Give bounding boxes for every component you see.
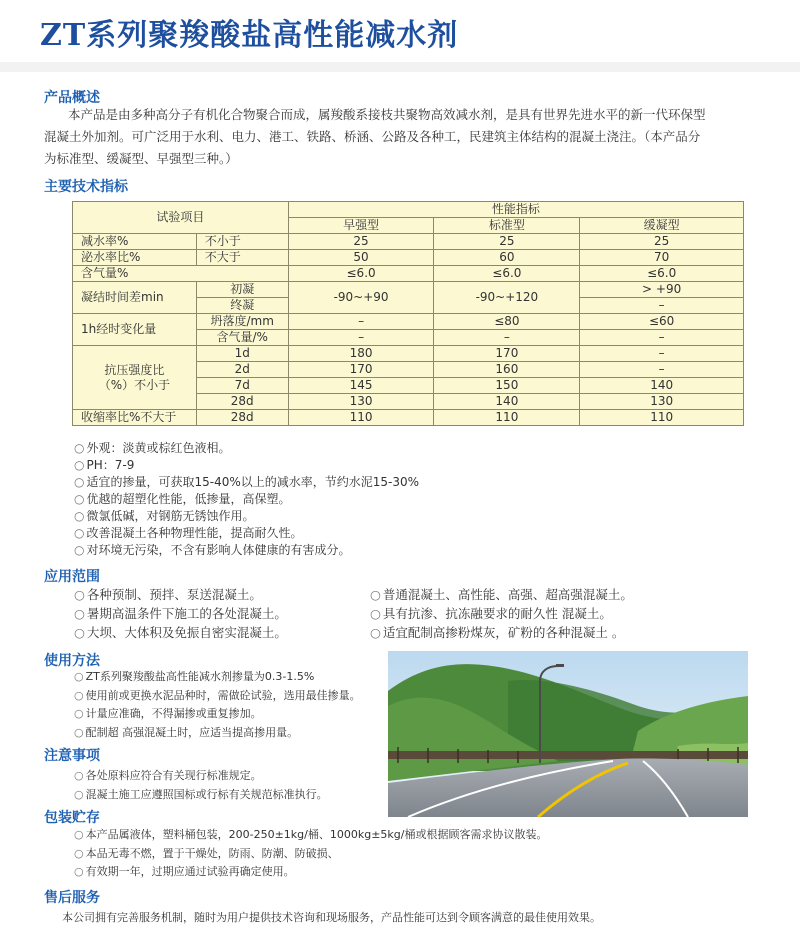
table-cell: > +90: [580, 282, 744, 298]
page-title: ZT系列聚羧酸盐高性能减水剂: [40, 18, 459, 53]
table-cell: –: [580, 298, 744, 314]
row-label-line: （%）不小于: [98, 377, 171, 392]
bullet-icon: ○: [74, 769, 84, 782]
table-cell: –: [580, 362, 744, 378]
overview-line: 为标准型、缓凝型、早强型三种。）: [44, 151, 238, 166]
notes-list: [74, 767, 328, 804]
bullet-icon: ○: [74, 846, 84, 860]
table-cell: 140: [434, 394, 580, 410]
table-cell: 130: [288, 394, 434, 410]
row-label: 凝结时间差min: [73, 282, 197, 314]
bullet-icon: ○: [74, 670, 84, 683]
table-cell: 110: [580, 410, 744, 426]
bullet-icon: ○: [74, 707, 84, 720]
overview-line: 本产品是由多种高分子有机化合物聚合而成，属羧酸系接枝共聚物高效减水剂，是具有世界先进水平的新一代环保型: [68, 107, 706, 122]
header-divider: [0, 62, 800, 72]
table-cell: -90~+90: [288, 282, 434, 314]
overview-line: 混凝土外加剂。可广泛用于水利、电力、港工、铁路、桥涵、公路及各种工，民建筑主体结构的混凝土浇注。（本产品分: [44, 129, 701, 144]
bullet-icon: ○: [74, 787, 84, 801]
list-item: ○ 各种预制、预拌、泵送混凝土。: [74, 587, 262, 602]
table-cell: -90~+120: [434, 282, 580, 314]
table-row: [73, 410, 744, 426]
list-item: ○ 适宜配制高掺粉煤灰，矿粉的各种混凝土 。: [370, 625, 625, 640]
bullet-icon: ○: [74, 509, 85, 523]
bullet-icon: ○: [74, 475, 85, 489]
table-cell: 145: [288, 378, 434, 394]
table-cell: 160: [434, 362, 580, 378]
road-landscape-image: [388, 651, 748, 817]
row-label: 减水率%: [73, 234, 197, 250]
row-condition: 含气量/%: [196, 330, 288, 346]
row-condition: 28d: [196, 410, 288, 426]
bullet-icon: ○: [74, 526, 85, 540]
list-item: ○ 适宜的掺量，可获取15-40%以上的减水率，节约水泥15-30%: [74, 475, 420, 489]
table-cell: 140: [580, 378, 744, 394]
table-cell: ≤6.0: [288, 266, 434, 282]
table-cell: 110: [434, 410, 580, 426]
table-cell: –: [580, 330, 744, 346]
test-item-header: 试验项目: [73, 202, 289, 234]
list-item: ○ 混凝土施工应遵照国标或行标有关规范标准执行。: [74, 787, 328, 801]
bullet-icon: ○: [370, 625, 381, 640]
row-label-line: 抗压强度比: [104, 362, 165, 377]
list-item: ○ 改善混凝土各种物理性能，提高耐久性。: [74, 526, 303, 540]
packaging-heading: 包装贮存: [44, 810, 100, 826]
row-condition: 7d: [196, 378, 288, 394]
bullet-icon: ○: [370, 606, 381, 621]
road-photo: [388, 651, 748, 817]
row-condition: 1d: [196, 346, 288, 362]
bullet-icon: ○: [74, 725, 84, 739]
list-item: ○ 对环境无污染，不含有影响人体健康的有害成分。: [74, 543, 351, 557]
table-cell: 60: [434, 250, 580, 266]
bullet-icon: ○: [370, 587, 381, 602]
table-cell: –: [580, 346, 744, 362]
application-left-list: [74, 585, 287, 642]
performance-header: 性能指标: [288, 202, 743, 218]
table-row: [73, 346, 744, 362]
list-item: ○ 有效期一年，过期应通过试验再确定使用。: [74, 865, 295, 878]
notes-heading: 注意事项: [44, 748, 100, 764]
table-cell: 170: [288, 362, 434, 378]
table-cell: 70: [580, 250, 744, 266]
table-cell: ≤80: [434, 314, 580, 330]
table-cell: 170: [434, 346, 580, 362]
row-condition: 28d: [196, 394, 288, 410]
list-item: ○ 具有抗渗、抗冻融要求的耐久性 混凝土。: [370, 606, 612, 621]
table-cell: 50: [288, 250, 434, 266]
table-row: [73, 234, 744, 250]
list-item: ○ 微氯低碱，对钢筋无锈蚀作用。: [74, 509, 255, 523]
list-item: ○ 本品无毒不燃，置于干燥处，防雨、防潮、防破损、: [74, 846, 339, 860]
list-item: ○ 计量应准确，不得漏掺或重复掺加。: [74, 707, 262, 720]
specs-heading: 主要技术指标: [44, 179, 128, 195]
bullet-icon: ○: [74, 441, 85, 455]
row-label: 泌水率比%: [73, 250, 197, 266]
row-label: 收缩率比%不大于: [73, 410, 197, 426]
bullet-icon: ○: [74, 492, 85, 506]
table-cell: 25: [434, 234, 580, 250]
list-item: ○ 本产品属液体，塑料桶包装，200-250±1kg/桶、1000kg±5kg/桶或根据顾客需求协议散装。: [74, 828, 548, 841]
table-cell: 150: [434, 378, 580, 394]
list-item: ○ 各处原料应符合有关现行标准规定。: [74, 769, 262, 782]
service-heading: 售后服务: [44, 890, 100, 906]
row-label: 1h经时变化量: [73, 314, 197, 346]
bullet-icon: ○: [74, 458, 85, 472]
row-condition: 终凝: [196, 298, 288, 314]
table-cell: –: [288, 330, 434, 346]
row-condition: 2d: [196, 362, 288, 378]
list-item: ○ 配制超 高强混凝土时，应适当提高掺用量。: [74, 725, 299, 739]
list-item: ○ 大坝、大体积及免振自密实混凝土。: [74, 625, 287, 640]
application-heading: 应用范围: [44, 569, 100, 585]
table-cell: –: [434, 330, 580, 346]
usage-heading: 使用方法: [44, 653, 100, 669]
list-item: ○ PH：7-9: [74, 458, 135, 472]
row-condition: 初凝: [196, 282, 288, 298]
table-cell: 110: [288, 410, 434, 426]
row-label: [73, 346, 197, 410]
features-list: [74, 440, 419, 559]
list-item: ○ 普通混凝土、高性能、高强、超高强混凝土。: [370, 587, 633, 602]
bullet-icon: ○: [74, 543, 85, 557]
table-cell: ≤6.0: [434, 266, 580, 282]
row-condition: 坍落度/mm: [196, 314, 288, 330]
type-header: 标准型: [434, 218, 580, 234]
table-row: [73, 250, 744, 266]
overview-text: [44, 104, 764, 170]
table-cell: –: [288, 314, 434, 330]
list-item: ○ 使用前或更换水泥品种时，需做砼试验，选用最佳掺量。: [74, 688, 361, 702]
table-row: [73, 282, 744, 298]
row-condition: 不小于: [196, 234, 288, 250]
spec-table: [72, 201, 744, 426]
packaging-list: [74, 826, 547, 882]
table-cell: 25: [580, 234, 744, 250]
table-cell: ≤60: [580, 314, 744, 330]
list-item: ○ 优越的超塑化性能，低掺量，高保塑。: [74, 492, 291, 506]
table-cell: ≤6.0: [580, 266, 744, 282]
type-header: 早强型: [288, 218, 434, 234]
table-cell: 130: [580, 394, 744, 410]
table-row: [73, 314, 744, 330]
row-label: 含气量%: [73, 266, 289, 282]
bullet-icon: ○: [74, 688, 84, 702]
bullet-icon: ○: [74, 606, 85, 621]
list-item: ○ 暑期高温条件下施工的各处混凝土。: [74, 606, 287, 621]
service-text: 本公司拥有完善服务机制，随时为用户提供技术咨询和现场服务，产品性能可达到令顾客满意的最佳使用效果。: [62, 911, 601, 924]
row-condition: 不大于: [196, 250, 288, 266]
table-cell: 25: [288, 234, 434, 250]
overview-heading: 产品概述: [44, 90, 100, 106]
bullet-icon: ○: [74, 587, 85, 602]
type-header: 缓凝型: [580, 218, 744, 234]
bullet-icon: ○: [74, 828, 84, 841]
table-row: [73, 266, 744, 282]
application-right-list: [370, 585, 633, 642]
usage-list: [74, 668, 361, 742]
bullet-icon: ○: [74, 865, 84, 878]
table-cell: 180: [288, 346, 434, 362]
list-item: ○ ZT系列聚羧酸盐高性能减水剂掺量为0.3-1.5%: [74, 670, 315, 683]
bullet-icon: ○: [74, 625, 85, 640]
list-item: ○ 外观：淡黄或棕红色液相。: [74, 441, 231, 455]
